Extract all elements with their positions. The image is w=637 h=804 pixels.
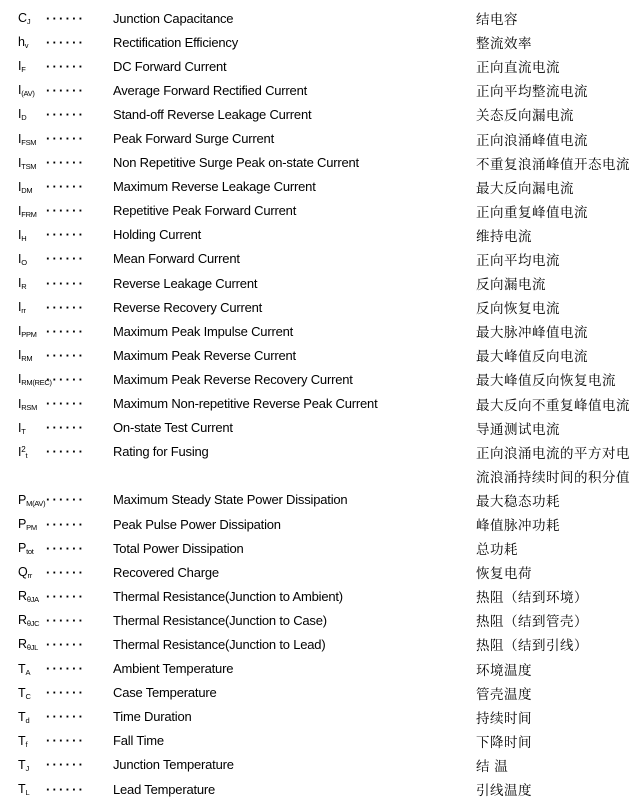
english-term: Stand-off Reverse Leakage Current (113, 106, 312, 122)
english-term: Junction Temperature (113, 757, 234, 773)
english-term: Average Forward Rectified Current (113, 82, 308, 98)
symbol-base: T (18, 782, 26, 797)
english-term: Lead Temperature (113, 781, 216, 797)
symbol-label (18, 662, 46, 676)
dots-leader: ······ (46, 396, 86, 412)
english-term: Thermal Resistance(Junction to Lead) (113, 636, 326, 652)
symbol-base: I (18, 396, 22, 411)
glossary-row (0, 440, 637, 464)
symbol-base: I (18, 131, 22, 146)
symbol-subscript: TSM (21, 161, 37, 171)
symbol-label (18, 300, 46, 314)
symbol-subscript: FSM (21, 137, 37, 147)
dots-leader: ······ (46, 82, 86, 98)
symbol-base: I (18, 179, 22, 194)
symbol-base: T (18, 757, 26, 772)
dots-leader: ······ (46, 540, 86, 556)
symbol-label (18, 204, 46, 218)
symbol-base: I (18, 420, 22, 435)
symbol-base: P (18, 541, 27, 556)
symbol-subscript: θJL (26, 643, 39, 653)
dots-leader: ······ (46, 155, 86, 171)
chinese-term: 正向平均整流电流 (476, 84, 588, 100)
symbol-subscript: F (21, 65, 26, 75)
english-term: Holding Current (113, 227, 202, 243)
chinese-term: 下降时间 (476, 734, 532, 750)
chinese-term: 正向重复峰值电流 (476, 204, 588, 220)
symbol-base: R (18, 613, 27, 628)
symbol-base: I (18, 324, 22, 339)
symbol-base: C (18, 11, 27, 26)
symbol-base: I (18, 83, 22, 98)
english-term: Case Temperature (113, 685, 217, 701)
english-term: Repetitive Peak Forward Current (113, 203, 297, 219)
chinese-term: 流浪涌持续时间的积分值 (476, 469, 630, 485)
symbol-subscript: RM(REC) (21, 378, 52, 388)
symbol-label (18, 83, 46, 97)
glossary-row (0, 54, 637, 78)
symbol-base: T (18, 661, 26, 676)
english-term: Fall Time (113, 733, 164, 749)
glossary-row (0, 247, 637, 271)
dots-leader: ······ (46, 131, 86, 147)
symbol-subscript: f (25, 739, 28, 749)
dots-leader: ······ (46, 757, 86, 773)
chinese-term: 整流效率 (476, 36, 532, 52)
symbol-superscript: 2 (21, 444, 26, 454)
symbol-subscript: DM (21, 185, 33, 195)
symbol-subscript: d (25, 715, 30, 725)
english-term: Total Power Dissipation (113, 540, 244, 556)
dots-leader: ······ (46, 10, 86, 26)
symbol-subscript: T (21, 426, 26, 436)
symbol-subscript: R (21, 282, 27, 292)
symbol-label (18, 565, 46, 579)
glossary-row (0, 175, 637, 199)
english-term: Thermal Resistance(Junction to Case) (113, 612, 327, 628)
chinese-term: 正向平均电流 (476, 252, 560, 268)
symbol-subscript: t (25, 450, 28, 460)
symbol-base: I (18, 59, 22, 74)
english-term: DC Forward Current (113, 58, 227, 74)
symbol-label (18, 35, 46, 49)
chinese-term: 反向漏电流 (476, 277, 546, 293)
chinese-term: 总功耗 (476, 542, 518, 558)
symbol-base: I (18, 372, 22, 387)
chinese-term: 维持电流 (476, 228, 532, 244)
glossary-row (0, 464, 637, 488)
symbol-base: I (18, 203, 22, 218)
english-term: Junction Capacitance (113, 10, 234, 26)
symbol-subscript: O (21, 257, 27, 267)
symbol-label (18, 686, 46, 700)
chinese-term: 结 温 (476, 758, 509, 774)
symbol-label (18, 132, 46, 146)
chinese-term: 最大峰值反向恢复电流 (476, 373, 616, 389)
chinese-term: 结电容 (476, 12, 518, 28)
symbol-subscript: PM (26, 523, 37, 533)
glossary-row (0, 729, 637, 753)
dots-leader: ······ (46, 516, 86, 532)
symbol-subscript: θJC (26, 619, 40, 629)
chinese-term: 正向浪涌峰值电流 (476, 132, 588, 148)
dots-leader: ······ (46, 251, 86, 267)
symbol-subscript: H (21, 233, 27, 243)
dots-leader: ······ (46, 371, 86, 387)
symbol-label (18, 107, 46, 121)
chinese-term: 热阻（结到管壳） (476, 614, 588, 630)
chinese-term: 最大反向漏电流 (476, 180, 574, 196)
glossary-row (0, 705, 637, 729)
dots-leader: ······ (46, 588, 86, 604)
symbol-label (18, 372, 52, 388)
symbol-label (18, 276, 46, 290)
dots-leader: ······ (46, 34, 86, 50)
symbol-subscript: D (21, 113, 27, 123)
symbol-base: P (18, 492, 27, 507)
english-term: Ambient Temperature (113, 661, 234, 677)
dots-leader: ······ (46, 612, 86, 628)
dots-leader: ······ (46, 420, 86, 436)
symbol-subscript: v (24, 41, 29, 51)
dots-leader: ······ (46, 492, 86, 508)
symbol-subscript: C (25, 691, 31, 701)
dots-leader: ······ (46, 203, 86, 219)
english-term: Rectification Efficiency (113, 34, 239, 50)
glossary-row (0, 560, 637, 584)
chinese-term: 最大脉冲峰值电流 (476, 325, 588, 341)
glossary-row (0, 319, 637, 343)
symbol-label (18, 11, 46, 25)
english-term: Thermal Resistance(Junction to Ambient) (113, 588, 343, 604)
symbol-base: I (18, 348, 22, 363)
symbol-label (18, 59, 46, 73)
chinese-term: 热阻（结到引线） (476, 638, 588, 654)
glossary-row (0, 416, 637, 440)
english-term: Maximum Peak Reverse Recovery Current (113, 371, 353, 387)
dots-leader: ······ (46, 564, 86, 580)
symbol-base: I (18, 227, 22, 242)
glossary-row (0, 753, 637, 777)
symbol-subscript: J (25, 763, 29, 773)
english-term: Reverse Recovery Current (113, 299, 263, 315)
chinese-term: 不重复浪涌峰值开态电流 (476, 156, 630, 172)
glossary-row (0, 392, 637, 416)
symbol-base: I (18, 276, 22, 291)
symbol-subscript: L (25, 788, 30, 798)
glossary-row (0, 608, 637, 632)
dots-leader: ······ (46, 179, 86, 195)
symbol-subscript: A (25, 667, 31, 677)
english-term: Recovered Charge (113, 564, 219, 580)
symbol-subscript: RSM (21, 402, 38, 412)
symbol-base: R (18, 637, 27, 652)
symbol-label (18, 710, 46, 724)
dots-leader: ······ (46, 58, 86, 74)
glossary-row (0, 777, 637, 801)
glossary-row (0, 223, 637, 247)
symbol-label (18, 782, 46, 796)
dots-leader: ······ (46, 661, 86, 677)
chinese-term: 最大反向不重复峰值电流 (476, 397, 630, 413)
english-term: Maximum Steady State Power Dissipation (113, 492, 348, 508)
symbol-subscript: PPM (21, 330, 37, 340)
chinese-term: 最大稳态功耗 (476, 493, 560, 509)
dots-leader: ······ (46, 347, 86, 363)
symbol-label (18, 228, 46, 242)
symbol-base: I (18, 251, 22, 266)
glossary-row (0, 295, 637, 319)
symbol-base: Q (18, 565, 28, 580)
dots-leader: ······ (46, 636, 86, 652)
english-term: Peak Forward Surge Current (113, 131, 274, 147)
chinese-term: 持续时间 (476, 710, 532, 726)
dots-leader: ······ (46, 733, 86, 749)
english-term: Peak Pulse Power Dissipation (113, 516, 281, 532)
glossary-row (0, 151, 637, 175)
symbol-base: I (18, 107, 22, 122)
english-term: Maximum Peak Impulse Current (113, 323, 294, 339)
symbol-label (18, 156, 46, 170)
dots-leader: ······ (46, 444, 86, 460)
symbol-subscript: rr (27, 571, 32, 581)
dots-leader: ······ (46, 685, 86, 701)
glossary-list (0, 6, 637, 801)
symbol-subscript: θJA (26, 595, 39, 605)
glossary-row (0, 78, 637, 102)
symbol-base: T (18, 709, 26, 724)
chinese-term: 反向恢复电流 (476, 301, 560, 317)
dots-leader: ······ (46, 781, 86, 797)
symbol-label (18, 324, 46, 338)
symbol-label (18, 445, 46, 459)
glossary-row (0, 584, 637, 608)
symbol-label (18, 589, 46, 603)
glossary-row (0, 367, 637, 391)
glossary-row (0, 102, 637, 126)
dots-leader: ······ (46, 227, 86, 243)
glossary-row (0, 6, 637, 30)
glossary-row (0, 657, 637, 681)
english-term: On-state Test Current (113, 420, 233, 436)
symbol-label (18, 252, 46, 266)
symbol-label (18, 758, 46, 772)
symbol-label (18, 517, 46, 531)
symbol-label (18, 734, 46, 748)
dots-leader: ······ (46, 709, 86, 725)
symbol-subscript: J (26, 17, 31, 27)
english-term: Non Repetitive Surge Peak on-state Current (113, 155, 359, 171)
dots-leader: ······ (46, 106, 86, 122)
english-term: Reverse Leakage Current (113, 275, 258, 291)
glossary-row (0, 681, 637, 705)
chinese-term: 关态反向漏电流 (476, 108, 574, 124)
chinese-term: 环境温度 (476, 662, 532, 678)
symbol-base: T (18, 685, 26, 700)
glossary-row (0, 488, 637, 512)
chinese-term: 峰值脉冲功耗 (476, 518, 560, 534)
symbol-subscript: tot (26, 547, 34, 557)
dots-leader: ······ (46, 323, 86, 339)
glossary-row (0, 199, 637, 223)
english-term: Mean Forward Current (113, 251, 240, 267)
chinese-term: 正向直流电流 (476, 60, 560, 76)
chinese-term: 最大峰值反向电流 (476, 349, 588, 365)
symbol-base: P (18, 517, 27, 532)
symbol-label (18, 421, 46, 435)
symbol-label (18, 397, 46, 411)
english-term: Maximum Peak Reverse Current (113, 347, 296, 363)
symbol-base: T (18, 733, 26, 748)
chinese-term: 引线温度 (476, 783, 532, 799)
glossary-row (0, 30, 637, 54)
symbol-subscript: FRM (21, 209, 37, 219)
dots-leader: ······ (46, 275, 86, 291)
symbol-base: I (18, 444, 22, 459)
glossary-row (0, 343, 637, 367)
chinese-term: 导通测试电流 (476, 421, 560, 437)
symbol-label (18, 541, 46, 555)
symbol-base: I (18, 155, 22, 170)
symbol-subscript: rr (21, 306, 26, 316)
english-term: Maximum Reverse Leakage Current (113, 179, 316, 195)
glossary-row (0, 126, 637, 150)
symbol-label (18, 613, 46, 627)
symbol-subscript: (AV) (21, 89, 35, 99)
glossary-row (0, 536, 637, 560)
chinese-term: 恢复电荷 (476, 566, 532, 582)
english-term: Time Duration (113, 709, 192, 725)
symbol-label (18, 637, 46, 651)
symbol-label (18, 493, 46, 507)
chinese-term: 管壳温度 (476, 686, 532, 702)
chinese-term: 热阻（结到环境） (476, 590, 588, 606)
glossary-row (0, 512, 637, 536)
symbol-base: R (18, 589, 27, 604)
symbol-subscript: RM (21, 354, 33, 364)
symbol-base: h (18, 35, 25, 50)
symbol-label (18, 180, 46, 194)
dots-leader: ······ (46, 299, 86, 315)
english-term: Maximum Non-repetitive Reverse Peak Current (113, 396, 378, 412)
glossary-row (0, 271, 637, 295)
chinese-term: 正向浪涌电流的平方对电 (476, 445, 630, 461)
symbol-subscript: M(AV) (26, 498, 46, 508)
symbol-label (18, 348, 46, 362)
glossary-row (0, 632, 637, 656)
symbol-base: I (18, 300, 22, 315)
english-term: Rating for Fusing (113, 444, 209, 460)
